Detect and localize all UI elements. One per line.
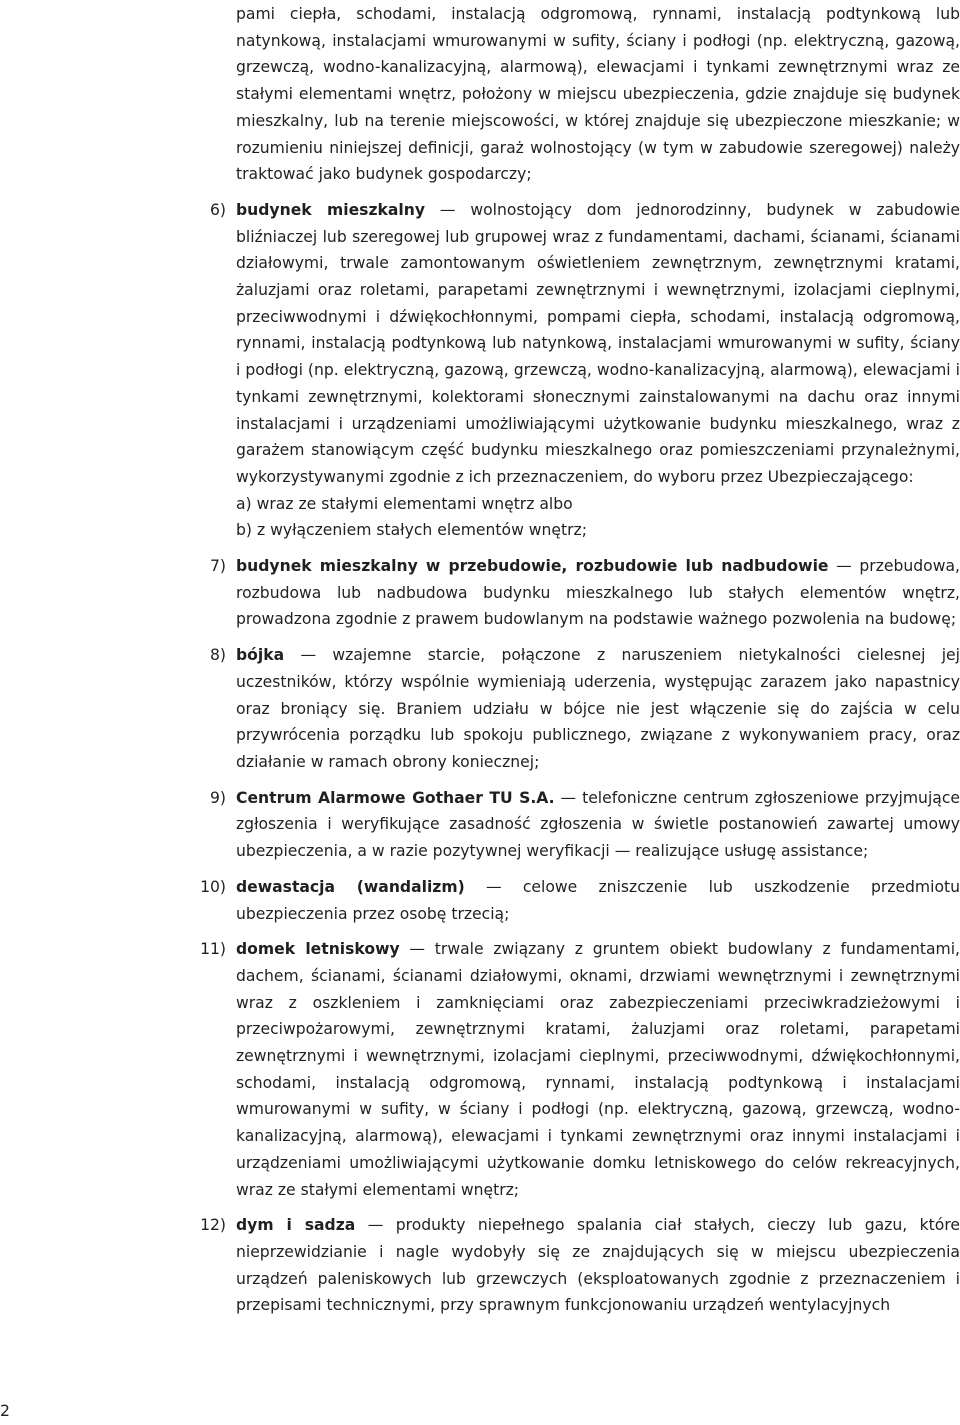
definition-term: budynek mieszkalny bbox=[236, 200, 426, 219]
definition-term: bójka bbox=[236, 646, 285, 665]
definition-text: — produkty niepełnego spalania ciał stałych, cieczy lub gazu, które nieprzewidzianie i nagle wydobyły się ze znajdujących się w miejscu ubezpieczenia urządzeń paleniskowych lub grzewczych (eksploatowanych zgodnie z przeznaczeniem i przepisami technicznymi, przy sprawnym funkcjonowaniu urządzeń wentylacyjnych bbox=[236, 1216, 960, 1315]
item-number: 8) bbox=[209, 646, 226, 665]
subitem-a: a) wraz ze stałymi elementami wnętrz albo bbox=[236, 494, 573, 513]
definition-text: — telefoniczne centrum zgłoszeniowe przyjmujące zgłoszenia i weryfikujące zasadność zgłoszenia w świetle postanowień zawartej umowy ubezpieczenia, a w razie pozytywnej weryfikacji — realizujące usługę assistance; bbox=[236, 788, 960, 861]
subitem-b: b) z wyłączeniem stałych elementów wnętrz; bbox=[236, 521, 587, 540]
item-number: 9) bbox=[209, 788, 226, 807]
definition-term: Centrum Alarmowe Gothaer TU S.A. bbox=[236, 788, 555, 807]
definition-term: dym i sadza bbox=[236, 1216, 356, 1235]
definition-text: — wolnostojący dom jednorodzinny, budynek w zabudowie bliźniaczej lub szeregowej lub grupowej wraz z fundamentami, dachami, ścianami, ścianami działowymi, trwale zamontowanym oświetleniem zewnętrznym, zewnętrznymi kratami, żaluzjami oraz roletami, parapetami zewnętrznymi i wewnętrznymi, izolacjami cieplnymi, przeciwwodnymi i dźwiękochłonnymi, pompami ciepła, schodami, instalacją odgromową, rynnami, instalacją podtynkową lub natynkową, instalacjami wmurowanymi w sufity, ściany i podłogi (np. elektryczną, gazową, grzewczą, wodno-kanalizacyjną, alarmową), elewacjami i tynkami zewnętrznymi, kolektorami słonecznymi zainstalowanymi na dachu oraz innymi instalacjami i urządzeniami umożliwiającymi użytkowanie budynku mieszkalnego, wraz z garażem stanowiącym część budynku mieszkalnego oraz pomieszczeniami przynależnymi, wykorzystywanymi zgodnie z ich przeznaczeniem, do wyboru przez Ubezpieczającego: bbox=[236, 200, 960, 486]
definition-item-9 bbox=[0, 785, 960, 865]
definition-text: — celowe zniszczenie lub uszkodzenie przedmiotu ubezpieczenia przez osobę trzecią; bbox=[236, 877, 960, 923]
definition-term: domek letniskowy bbox=[236, 940, 400, 959]
definition-item-8 bbox=[0, 642, 960, 776]
item-number: 12) bbox=[200, 1216, 226, 1235]
definition-item-10 bbox=[0, 874, 960, 927]
item-number: 10) bbox=[200, 877, 226, 896]
definition-item-11 bbox=[0, 936, 960, 1203]
definition-term: budynek mieszkalny w przebudowie, rozbudowie lub nadbudowie bbox=[236, 557, 829, 576]
definition-item-12 bbox=[0, 1212, 960, 1319]
item-number: 7) bbox=[209, 557, 226, 576]
definition-term: dewastacja (wandalizm) bbox=[236, 877, 465, 896]
continuation-paragraph: pami ciepła, schodami, instalacją odgromową, rynnami, instalacją podtynkową lub natynkową, instalacjami wmurowanymi w sufity, ściany i podłogi (np. elektryczną, gazową, grzewczą, wodno-kanalizacyjną, alarmową), elewacjami i tynkami zewnętrznymi wraz ze stałymi elementami wnętrz, położony w miejscu ubezpieczenia, gdzie znajduje się budynek mieszkalny, lub na terenie miejscowości, w której znajduje się ubezpieczone mieszkanie; w rozumieniu niniejszej definicji, garaż wolnostojący (w tym w zabudowie szeregowej) należy traktować jako budynek gospodarczy; bbox=[236, 5, 960, 184]
item-number: 11) bbox=[200, 940, 226, 959]
definition-item-6 bbox=[0, 197, 960, 544]
definition-item-7 bbox=[0, 553, 960, 633]
definition-text: — przebudowa, rozbudowa lub nadbudowa budynku mieszkalnego lub stałych elementów wnętrz, prowadzona zgodnie z prawem budowlanym na podstawie ważnego pozwolenia na budowę; bbox=[236, 557, 960, 629]
item-number: 6) bbox=[209, 200, 226, 219]
definition-text: — trwale związany z gruntem obiekt budowlany z fundamentami, dachem, ścianami, ścianami działowymi, oknami, drzwiami wewnętrznymi i zewnętrznymi wraz z oszkleniem i zamknięciami oraz zabezpieczeniami przeciwkradzieżowymi i przeciwpożarowymi, zewnętrznymi kratami, żaluzjami oraz roletami, parapetami zewnętrznymi i wewnętrznymi, izolacjami cieplnymi, przeciwwodnymi, dźwiękochłonnymi, schodami, instalacją odgromową, rynnami, instalacją podtynkową i instalacjami wmurowanymi w sufity, w ściany i podłogi (np. elektryczną, gazową, grzewczą, wodno-kanalizacyjną, alarmową), elewacjami i tynkami zewnętrznymi oraz innymi instalacjami i urządzeniami umożliwiającymi użytkowanie domku letniskowego do celów rekreacyjnych, wraz ze stałymi elementami wnętrz; bbox=[236, 940, 960, 1199]
page-number: 2 bbox=[0, 1402, 10, 1420]
definition-text: — wzajemne starcie, połączone z naruszeniem nietykalności cielesnej jej uczestników, którzy wspólnie wymieniają uderzenia, występując zarazem jako napastnicy oraz broniący się. Braniem udziału w bójce nie jest włączenie się do zajścia w celu przywrócenia porządku lub spokoju publicznego, związane z wykonywaniem pracy, oraz działanie w ramach obrony koniecznej; bbox=[236, 646, 960, 771]
